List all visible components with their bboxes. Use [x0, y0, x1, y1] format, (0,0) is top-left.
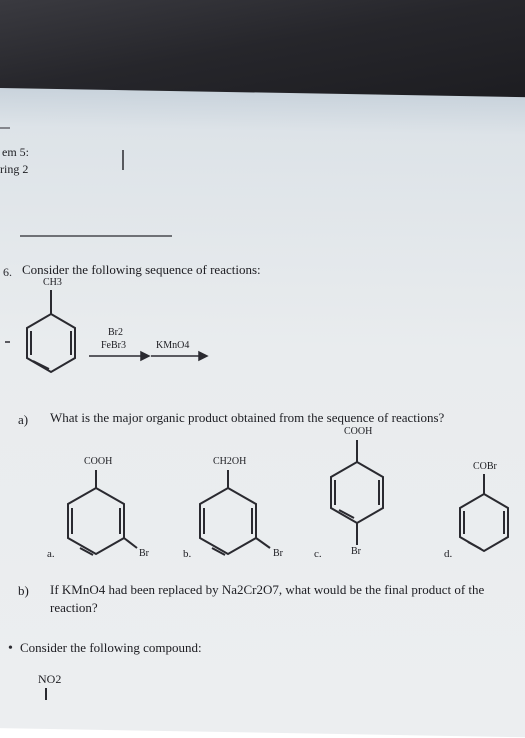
reagent-br2: Br2: [108, 327, 123, 338]
part-a-question: What is the major organic product obtained from the sequence of reactions?: [50, 410, 445, 425]
reaction-arrow-2: [151, 352, 207, 360]
option-d-top-group: COBr: [473, 461, 497, 472]
q7-substituent: NO2: [38, 672, 62, 686]
q6-prompt: Consider the following sequence of reactions:: [22, 262, 261, 277]
margin-fragment-2: ring 2: [0, 162, 29, 176]
part-a-label: a): [18, 412, 29, 427]
option-d-letter: d.: [444, 548, 453, 560]
option-a-letter: a.: [47, 548, 55, 560]
option-b-letter: b.: [183, 548, 192, 560]
option-c-bottom-group: Br: [351, 546, 361, 557]
option-b-structure: [200, 470, 270, 555]
option-c-letter: c.: [314, 548, 322, 560]
option-a-structure: [68, 470, 137, 555]
reagent-febr3: FeBr3: [101, 340, 126, 351]
part-b-question-line2: reaction?: [50, 600, 98, 615]
option-b-top-group: CH2OH: [213, 456, 247, 467]
option-a-top-group: COOH: [84, 456, 113, 467]
margin-fragment-1: em 5:: [2, 145, 29, 159]
option-c-top-group: COOH: [344, 426, 373, 437]
q7-prompt: Consider the following compound:: [20, 640, 202, 655]
part-b-question-line1: If KMnO4 had been replaced by Na2Cr2O7, what would be the final product of the: [50, 582, 485, 597]
reaction-arrow-1: [89, 352, 149, 360]
part-b-label: b): [18, 583, 29, 598]
option-c-structure: [331, 440, 383, 545]
q7-bullet: •: [8, 641, 13, 656]
toluene-structure: [5, 290, 75, 372]
option-d-structure: [460, 474, 508, 551]
q6-number: 6.: [3, 265, 12, 279]
option-a-side-group: Br: [139, 548, 149, 559]
option-b-side-group: Br: [273, 548, 283, 559]
reagent-kmno4: KMnO4: [156, 340, 190, 351]
start-substituent: CH3: [43, 277, 62, 288]
